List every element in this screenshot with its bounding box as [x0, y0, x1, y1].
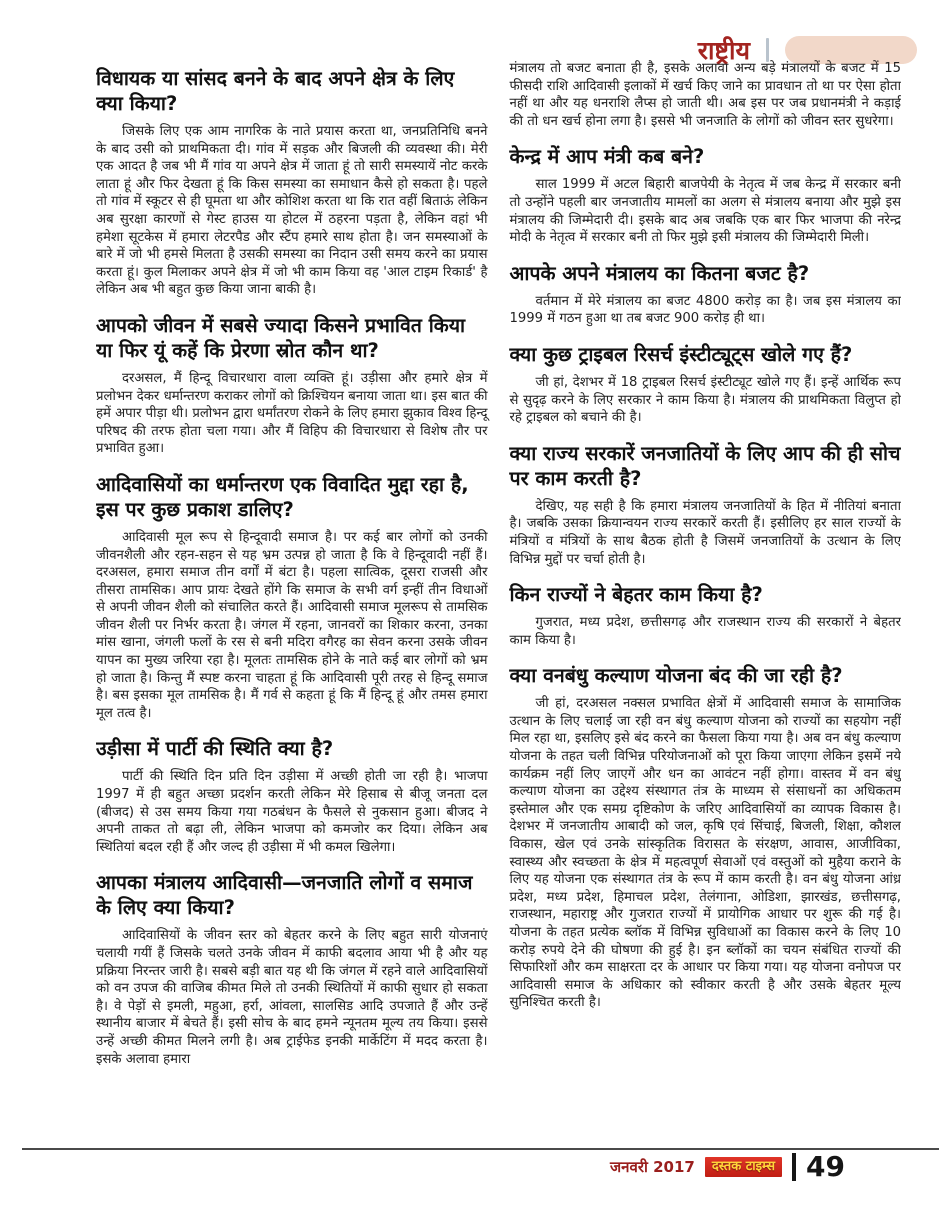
question-heading: आपको जीवन में सबसे ज्यादा किसने प्रभावित किया या फिर यूं कहें कि प्रेरणा स्रोत कौन था?	[96, 313, 466, 362]
answer-paragraph: देखिए, यह सही है कि हमारा मंत्रालय जनजातियों के हित में नीतियां बनाता है। जबकि उसका क्रियान्वयन राज्य सरकारें करती हैं। इसीलिए हर साल राज्यों के मंत्रियों व मंत्रियों के साथ बैठक होती है जिसमें जनजातियों के उत्थान के लिए विभिन्न मुद्दों पर चर्चा होती है।	[509, 498, 901, 567]
question-heading: केन्द्र में आप मंत्री कब बने?	[509, 145, 705, 169]
header-divider	[766, 38, 769, 62]
answer-paragraph: आदिवासी मूल रूप से हिन्दूवादी समाज है। पर कई बार लोगों को उनकी जीवनशैली और रहन-सहन से यह भ्रम उत्पन्न हो जाता है कि वे हिन्दूवादी नहीं हैं। दरअसल, हमारा समाज तीन वर्गों में बंटा है। पहला सात्विक, दूसरा राजसी और तीसरा तामसिक। आप प्रायः देखते होंगे कि समाज के सभी वर्ग इन्हीं तीन विधाओं से अपनी जीवन शैली को संचालित करते हैं। आदिवासी समाज मूलरूप से तामसिक जीवन शैली पर निर्भर करता है। जंगल में रहना, जानवरों का शिकार करना, उनका मांस खाना, जंगली फलों के रस से बनी मदिरा वगैरह का सेवन करना उसके जीवन यापन का मुख्य जरिया रहा है। मूलतः तामसिक होने के नाते कई बार लोगों को भ्रम हो जाता है। किन्तु मैं स्पष्ट करना चाहता हूं कि आदिवासी पूरी तरह से हिन्दू समाज है। बस इसका मूल तामसिक है। मैं गर्व से कहता हूं कि मैं हिन्दू हूं और तमस हमारा मूल तत्व है।	[96, 529, 488, 721]
right-column	[510, 60, 902, 1140]
question-heading: आदिवासियों का धर्मान्तरण एक विवादित मुद्दा रहा है, इस पर कुछ प्रकाश डालिए?	[96, 472, 469, 521]
question-heading: क्या वनबंधु कल्याण योजना बंद की जा रही है?	[509, 664, 843, 688]
left-column	[96, 60, 488, 1140]
continued-paragraph: मंत्रालय तो बजट बनाता ही है, इसके अलावा अन्य बड़े मंत्रालयों के बजट में 15 फीसदी राशि आदिवासी इलाकों में खर्च किए जाने का प्रावधान तो था पर ऐसा होता नहीं था और यह धनराशि लैप्स हो जाती थी। अब इस पर जब प्रधानमंत्री ने कड़ाई की तो धन खर्च होना लगा है। इससे भी जनजाति के लोगों को जीवन स्तर सुधरेगा।	[509, 61, 901, 129]
answer-paragraph: जिसके लिए एक आम नागरिक के नाते प्रयास करता था, जनप्रतिनिधि बनने के बाद उसी को प्राथमिकता दी। गांव में सड़क और बिजली की व्यवस्था की। मेरी एक आदत है जब भी मैं गांव या अपने क्षेत्र में जाता हूं तो सारी समस्यायें नोट करके लाता हूं और फिर देखता हूं कि किस समस्या का समाधान कैसे हो सकता है। पहले तो गांव में स्कूटर से ही घूमता था और कोशिश करता था कि रात वहीं बिताऊं लेकिन अब सुरक्षा कारणों से गेस्ट हाउस या होटल में ठहरना पड़ता है, लेकिन वहां भी हमेशा सूटकेस में हमारा लेटरपैड और स्टैंप हमारे साथ होता है। जन समस्याओं के बारे में जो भी हमसे मिलता है उसकी समस्या का निदान उसी समय करने का प्रयास करता हूं। कुल मिलाकर अपने क्षेत्र में जो भी काम किया वह 'आल टाइम रिकार्ड' है लेकिन अब भी बहुत कुछ किया जाना बाकी है।	[96, 124, 488, 298]
question-heading: उड़ीसा में पार्टी की स्थिति क्या है?	[96, 737, 334, 761]
answer-paragraph: गुजरात, मध्य प्रदेश, छत्तीसगढ़ और राजस्थान राज्य की सरकारों ने बेहतर काम किया है।	[509, 615, 901, 648]
answer-paragraph: जी हां, देशभर में 18 ट्राइबल रिसर्च इंस्टीट्यूट खोले गए हैं। इन्हें आर्थिक रूप से सुदृढ़ करने के लिए सरकार ने काम किया है। मंत्रालय की प्राथमिकता विलुप्त हो रहे ट्राइबल को बचाने की है।	[509, 374, 901, 426]
question-heading: विधायक या सांसद बनने के बाद अपने क्षेत्र के लिए क्या किया?	[96, 67, 455, 115]
issue-date: जनवरी 2017	[610, 1158, 695, 1176]
question-heading: क्या कुछ ट्राइबल रिसर्च इंस्टीट्यूट्स खोले गए हैं?	[509, 342, 853, 366]
answer-paragraph: आदिवासियों के जीवन स्तर को बेहतर करने के लिए बहुत सारी योजनाएं चलायी गयीं हैं जिसके चलते उनके जीवन में काफी बदलाव आया भी है और यह प्रक्रिया निरन्तर जारी है। सबसे बड़ी बात यह थी कि जंगल में रहने वाले आदिवासियों को वन उपज की वाजिब कीमत मिले तो उनकी स्थितियों में काफी सुधार हो सकता है। वे पेड़ों से इमली, महुआ, हर्रा, आंवला, सालसिड आदि उपजाते हैं और उन्हें स्थानीय बाजार में बेचते हैं। इसी सोच के बाद हमने न्यूनतम मूल्य तय किया। इससे उन्हें अच्छी कीमत मिलने लगी है। अब ट्राईफेड इनकी मार्केटिंग में मदद करता है। इसके अलावा हमारा	[96, 928, 488, 1067]
answer-paragraph: जी हां, दरअसल नक्सल प्रभावित क्षेत्रों में आदिवासी समाज के सामाजिक उत्थान के लिए चलाई जा रही वन बंधु कल्याण योजना को राज्यों का सहयोग नहीं मिल रहा था, इसलिए इसे बंद करने का फैसला किया गया है। अब वन बंधु कल्याण योजना के तहत चली विभिन्न परियोजनाओं को पूरा किया जाएगा लेकिन इसमें नये कार्यक्रम नहीं लिए जाएगें और धन का आवंटन नहीं होगा। वास्तव में वन बंधु कल्याण योजना का उद्देश्य संस्थागत तंत्र के माध्यम से संसाधनों का अधिकतम इस्तेमाल और एक समग्र दृष्टिकोण के जरिए आदिवासियों का व्यापक विकास है। देशभर में जनजातीय आबादी को जल, कृषि एवं सिंचाई, बिजली, शिक्षा, कौशल विकास, खेल एवं उनके सांस्कृतिक विरासत के संरक्षण, आवास, आजीविका, स्वास्थ्य और स्वच्छता के क्षेत्र में महत्वपूर्ण सेवाओं एवं वस्तुओं को मुहैया कराने के लिए यह योजना एक संस्थागत तंत्र के रूप में काम करती है। वन बंधु योजना आंध्र प्रदेश, मध्य प्रदेश, हिमाचल प्रदेश, तेलंगाना, ओडिशा, झारखंड, छत्तीसगढ़, राजस्थान, महाराष्ट्र और गुजरात राज्यों में प्रायोगिक आधार पर शुरू की गई है। योजना के तहत प्रत्येक ब्लॉक में विभिन्न सुविधाओं का विकास करने के लिए 10 करोड़ रुपये देने की घोषणा की हुई है। इन ब्लॉकों का चयन संबंधित राज्यों की सिफारिशों और कम साक्षरता दर के आधार पर किया गया। यह योजना वनोपज पर आदिवासी समाज के अधिकार को स्वीकार करती है और उसके बेहतर मूल्य सुनिश्चित करती है।	[509, 696, 901, 1011]
question-heading: आपके अपने मंत्रालय का कितना बजट है?	[509, 261, 810, 285]
answer-paragraph: साल 1999 में अटल बिहारी बाजपेयी के नेतृत्व में जब केन्द्र में सरकार बनी तो उन्होंने पहली बार जनजातीय मामलों का अलग से मंत्रालय बनाया और मुझे इस मंत्रालय की जिम्मेदारी दी। इसके बाद अब जबकि एक बार फिर भाजपा की नरेन्द्र मोदी के नेतृत्व में सरकार बनी तो फिर मुझे इसी मंत्रालय की जिम्मेदारी मिली।	[509, 177, 901, 246]
article-columns	[96, 60, 901, 1140]
question-heading: किन राज्यों ने बेहतर काम किया है?	[509, 583, 763, 607]
footer-rule	[22, 1148, 939, 1150]
answer-paragraph: पार्टी की स्थिति दिन प्रति दिन उड़ीसा में अच्छी होती जा रही है। भाजपा 1997 में ही बहुत अच्छा प्रदर्शन करती लेकिन मेरे हिसाब से बीजू जनता दल (बीजद) से उस समय किया गया गठबंधन के फैसले से नुकसान हुआ। बीजद ने अपनी ताकत तो बढ़ा ली, लेकिन भाजपा को कमजोर कर दिया। लेकिन अब स्थितियां बदल रही हैं और जल्द ही उड़ीसा में भी कमल खिलेगा।	[96, 769, 488, 855]
answer-paragraph: दरअसल, मैं हिन्दू विचारधारा वाला व्यक्ति हूं। उड़ीसा और हमारे क्षेत्र में प्रलोभन देकर धर्मान्तरण कराकर लोगों को क्रिश्चियन बनाया जाता था। इस बात की हमें अपार पीड़ा थी। प्रलोभन द्वारा धर्मांतरण रोकने के लिए हमारा झुकाव विश्व हिन्दू परिषद की तरफ होता चला गया। और मैं विहिप की विचारधारा से विशेष तौर पर प्रभावित हुआ।	[96, 370, 488, 457]
question-heading: आपका मंत्रालय आदिवासी—जनजाति लोगों व समाज के लिए क्या किया?	[96, 871, 473, 920]
answer-paragraph: वर्तमान में मेरे मंत्रालय का बजट 4800 करोड़ का है। जब इस मंत्रालय का 1999 में गठन हुआ था तब बजट 900 करोड़ ही था।	[509, 293, 901, 327]
footer-bar-divider	[792, 1153, 796, 1181]
question-heading: क्या राज्य सरकारें जनजातियों के लिए आप की ही सोच पर काम करती है?	[509, 441, 901, 490]
section-label: राष्ट्रीय	[697, 35, 750, 65]
magazine-logo: दस्तक टाइम्स	[705, 1157, 782, 1178]
page-number: 49	[806, 1150, 845, 1183]
page-footer	[610, 1150, 845, 1183]
